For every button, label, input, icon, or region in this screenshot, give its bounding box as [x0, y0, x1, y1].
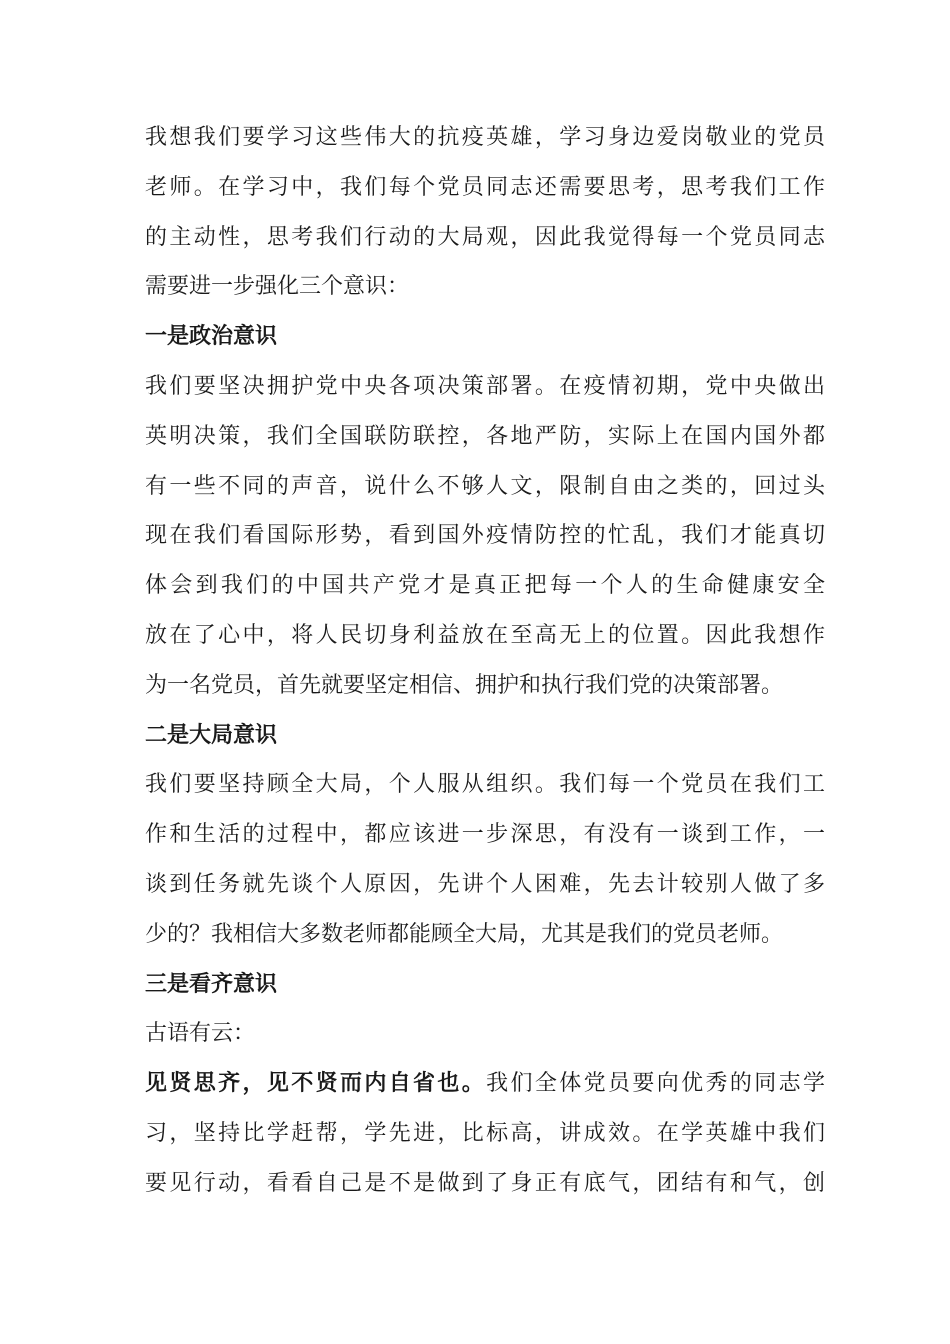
paragraph-line: 古语有云：	[145, 1021, 256, 1047]
paragraph-line: 作和生活的过程中，都应该进一步深思，有没有一谈到工作，一	[145, 822, 825, 848]
section-heading-alignment: 三是看齐意识	[145, 971, 278, 997]
paragraph-line: 英明决策，我们全国联防联控，各地严防，实际上在国内国外都	[145, 423, 825, 449]
quote-line	[145, 1059, 825, 1109]
paragraph-line: 有一些不同的声音，说什么不够人文，限制自由之类的，回过头	[145, 473, 825, 499]
paragraph-line: 的主动性，思考我们行动的大局观，因此我觉得每一个党员同志	[145, 224, 825, 250]
paragraph-line: 要见行动，看看自己是不是做到了身正有底气，团结有和气，创	[145, 1170, 825, 1196]
paragraph-line: 我想我们要学习这些伟大的抗疫英雄，学习身边爱岗敬业的党员	[145, 125, 825, 150]
paragraph-line: 放在了心中，将人民切身利益放在至高无上的位置。因此我想作	[145, 622, 825, 648]
paragraph-line: 需要进一步强化三个意识：	[145, 274, 410, 300]
paragraph-line: 谈到任务就先谈个人原因，先讲个人困难，先去计较别人做了多	[145, 871, 825, 897]
section-heading-political: 一是政治意识	[145, 324, 278, 350]
quote-rest: 我们全体党员要向优秀的同志学	[486, 1071, 825, 1097]
paragraph-line: 老师。在学习中，我们每个党员同志还需要思考，思考我们工作	[145, 174, 825, 200]
section-heading-overall: 二是大局意识	[145, 722, 278, 748]
paragraph-line: 习，坚持比学赶帮，学先进，比标高，讲成效。在学英雄中我们	[145, 1120, 825, 1146]
paragraph-line: 现在我们看国际形势，看到国外疫情防控的忙乱，我们才能真切	[145, 523, 825, 549]
paragraph-line: 为一名党员，首先就要坚定相信、拥护和执行我们党的决策部署。	[145, 672, 784, 698]
paragraph-line: 我们要坚决拥护党中央各项决策部署。在疫情初期，党中央做出	[145, 373, 825, 399]
document-body	[145, 113, 825, 1209]
quote-bold: 见贤思齐，见不贤而内自省也。	[145, 1071, 487, 1097]
paragraph-line: 体会到我们的中国共产党才是真正把每一个人的生命健康安全	[145, 573, 825, 599]
paragraph-line: 少的？我相信大多数老师都能顾全大局，尤其是我们的党员老师。	[145, 921, 784, 947]
paragraph-line: 我们要坚持顾全大局，个人服从组织。我们每一个党员在我们工	[145, 772, 825, 798]
